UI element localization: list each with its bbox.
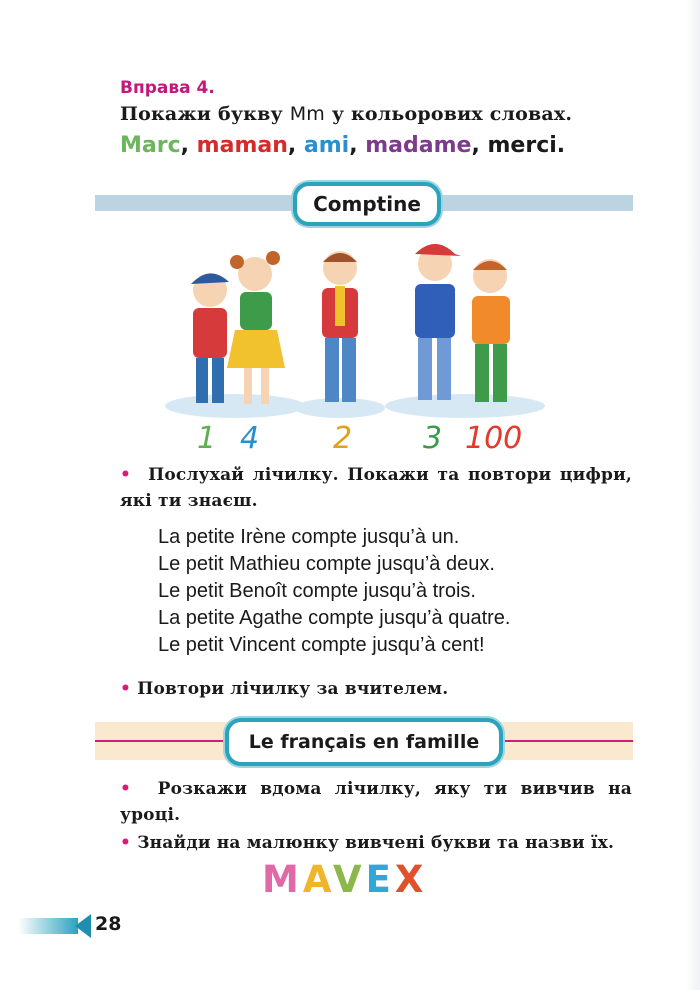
letter-e: E: [365, 858, 395, 901]
number-hundred: 100: [465, 421, 523, 456]
word-merci: merci: [487, 133, 557, 158]
paragraph-text: Послухай лічилку. Покажи та повтори цифри, які ти знаєш.: [120, 465, 632, 511]
number-three: 3: [423, 421, 443, 456]
child-girl-beret: [191, 273, 229, 403]
word-maman: maman: [196, 133, 288, 158]
children-illustration: [165, 228, 545, 460]
child-girl-pigtails: [227, 251, 285, 404]
page-number: 28: [95, 913, 122, 935]
bullet-dot: •: [120, 465, 132, 485]
paragraph-repeat: [120, 676, 448, 702]
footer-gradient-bar: [18, 918, 78, 934]
rhyme-line: Le petit Benoît compte jusqu’à trois.: [158, 580, 476, 602]
paragraph-text: Знайди на малюнку вивчені букви та назви їх.: [137, 833, 615, 853]
letter-x: X: [394, 858, 428, 901]
paragraph-text: Повтори лічилку за вчителем.: [137, 679, 449, 699]
word-separator: ,: [349, 133, 366, 158]
floor-shadow: [385, 394, 545, 418]
rhyme-line: La petite Agathe compte jusqu’à quatre.: [158, 607, 511, 629]
rhyme-line: Le petit Vincent compte jusqu’à cent!: [158, 634, 485, 656]
section-title-comptine: Comptine: [293, 182, 441, 226]
rhyme-line: Le petit Mathieu compte jusqu’à deux.: [158, 553, 495, 575]
mavex-letters: [262, 858, 427, 901]
bullet-dot: •: [120, 833, 132, 853]
page-edge-shadow: [686, 0, 700, 990]
child-boy-scarf: [322, 251, 358, 402]
paragraph-text: Розкажи вдома лічилку, яку ти вивчив на уроці.: [120, 779, 632, 825]
letter-a: A: [302, 858, 333, 901]
number-one: 1: [197, 421, 217, 456]
child-boy-cap: [415, 244, 461, 400]
word-separator: ,: [287, 133, 304, 158]
colored-words-line: [120, 133, 565, 158]
section-title-family: Le français en famille: [225, 718, 503, 766]
number-two: 2: [333, 421, 353, 456]
floor-shadow: [295, 398, 385, 418]
paragraph-listen: [120, 462, 632, 514]
letter-v: V: [332, 858, 366, 901]
child-boy-orange: [472, 259, 510, 402]
letter-m: M: [262, 858, 303, 901]
bullet-dot: •: [120, 779, 132, 799]
exercise-title: Вправа 4.: [120, 78, 215, 98]
exercise-instruction: [120, 103, 572, 125]
paragraph-find-letters: [120, 830, 614, 856]
rhyme-line: La petite Irène compte jusqu’à un.: [158, 526, 460, 548]
word-madame: madame: [365, 133, 472, 158]
word-ami: ami: [303, 133, 350, 158]
counting-rhyme: [158, 524, 510, 659]
instruction-letters: Mm: [289, 103, 325, 125]
floor-shadow: [165, 394, 305, 418]
word-separator: .: [556, 133, 566, 158]
instruction-text-start: Покажи букву: [120, 103, 290, 125]
instruction-text-end: у кольорових словах.: [325, 103, 573, 125]
word-separator: ,: [180, 133, 197, 158]
word-marc: Marc: [120, 133, 181, 158]
word-separator: ,: [471, 133, 488, 158]
footer-arrow-icon: [75, 914, 91, 938]
bullet-dot: •: [120, 679, 132, 699]
paragraph-tell-home: [120, 776, 632, 828]
number-four: 4: [240, 421, 260, 456]
